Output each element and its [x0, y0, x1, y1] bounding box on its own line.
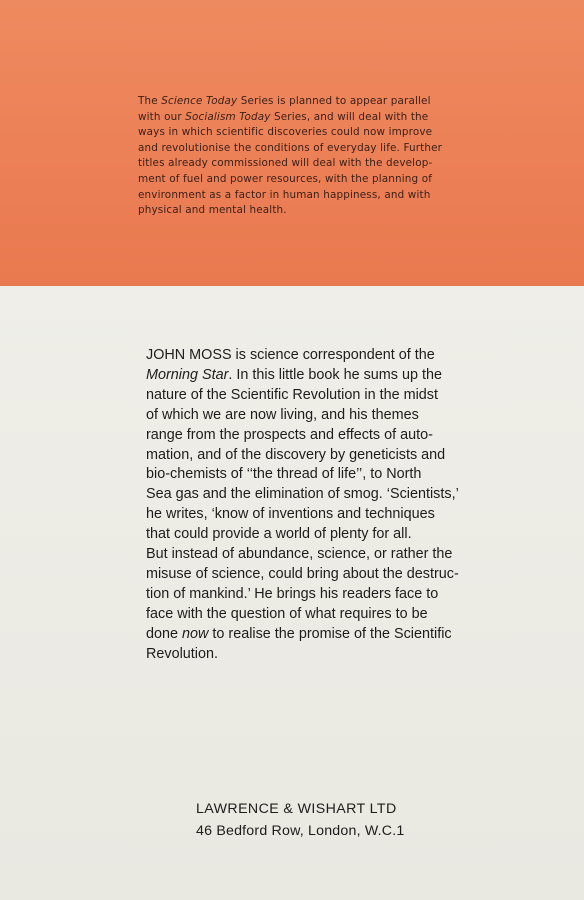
publisher-address: 46 Bedford Row, London, W.C.1: [196, 823, 405, 839]
text-line: with our Socialism Today Series, and will deal with the: [138, 110, 429, 123]
italic-title: Socialism Today: [185, 110, 271, 123]
text-line: he writes, ‘know of inventions and techniques: [146, 506, 435, 523]
text-line: done now to realise the promise of the Scientific: [146, 625, 452, 642]
text-line: mation, and of the discovery by geneticists and: [146, 446, 446, 463]
italic-title: now: [182, 625, 209, 642]
text-line: that could provide a world of plenty for all.: [146, 526, 412, 543]
text-line: Sea gas and the elimination of smog. ‘Scientists,’: [146, 486, 459, 503]
text-line: face with the question of what requires to be: [146, 605, 428, 622]
text-line: range from the prospects and effects of auto-: [146, 426, 433, 443]
text-line: physical and mental health.: [138, 204, 287, 217]
text-line: tion of mankind.’ He brings his readers face to: [146, 585, 439, 602]
text-line: The Science Today Series is planned to appear parallel: [138, 95, 431, 107]
text-line: Revolution.: [146, 645, 218, 662]
text-line: of which we are now living, and his themes: [146, 406, 419, 423]
text-line: JOHN MOSS is science correspondent of the: [146, 347, 435, 363]
author-blurb: [146, 346, 506, 665]
text-line: But instead of abundance, science, or rather the: [146, 546, 453, 563]
text-line: bio-chemists of ‘‘the thread of life’’, to North: [146, 466, 422, 483]
series-description: [138, 94, 506, 219]
text-line: and revolutionise the conditions of everyday life. Further: [138, 141, 443, 154]
italic-title: Morning Star: [146, 366, 229, 383]
text-line: ment of fuel and power resources, with the planning of: [138, 172, 433, 185]
text-line: nature of the Scientific Revolution in the midst: [146, 386, 438, 403]
text-line: Morning Star. In this little book he sums up the: [146, 366, 442, 383]
publisher-name: LAWRENCE & WISHART LTD: [196, 801, 397, 817]
text-line: environment as a factor in human happiness, and with: [138, 188, 431, 201]
italic-title: Science Today: [161, 95, 238, 107]
text-line: titles already commissioned will deal with the develop-: [138, 157, 433, 170]
publisher-block: [196, 798, 476, 842]
text-line: misuse of science, could bring about the destruc-: [146, 565, 459, 582]
text-line: ways in which scientific discoveries could now improve: [138, 126, 433, 139]
